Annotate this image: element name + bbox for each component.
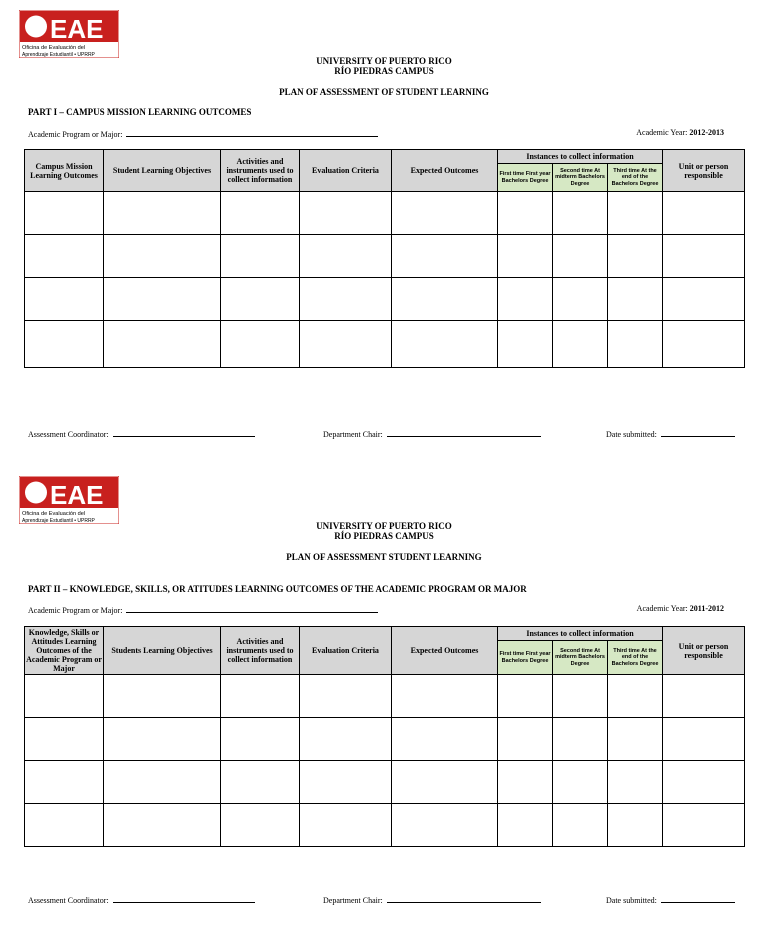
table-cell[interactable] — [392, 278, 498, 321]
table-cell[interactable] — [392, 761, 498, 804]
assessment-coordinator-blank[interactable] — [113, 428, 255, 437]
department-chair-blank[interactable] — [387, 894, 541, 903]
column-header: Knowledge, Skills or Attitudes Learning Outcomes of the Academic Program or Major — [26, 628, 102, 673]
campus-name: RÍO PIEDRAS CAMPUS — [334, 66, 434, 76]
table-cell[interactable] — [392, 235, 498, 278]
instance-header: First time First year Bachelors Degree — [498, 641, 553, 675]
date-submitted-label: Date submitted: — [606, 896, 657, 905]
academic-year-field — [636, 128, 724, 137]
table-cell[interactable] — [608, 718, 663, 761]
table-cell[interactable] — [663, 278, 745, 321]
instance-header: Third time At the end of the Bachelors Degree — [608, 641, 663, 675]
date-submitted-label: Date submitted: — [606, 430, 657, 439]
part-title: PART I – CAMPUS MISSION LEARNING OUTCOMES — [28, 107, 252, 117]
table-cell[interactable] — [608, 235, 663, 278]
date-submitted-blank[interactable] — [661, 894, 735, 903]
table-cell[interactable] — [221, 675, 300, 718]
department-chair-field — [323, 894, 541, 905]
table-cell[interactable] — [25, 761, 104, 804]
instance-header: Second time At midterm Bachelors Degree — [553, 641, 608, 675]
table-cell[interactable] — [553, 675, 608, 718]
table-cell[interactable] — [553, 321, 608, 368]
table-cell[interactable] — [221, 278, 300, 321]
department-chair-field — [323, 428, 541, 439]
university-name: UNIVERSITY OF PUERTO RICO — [316, 56, 452, 66]
table-cell[interactable] — [221, 321, 300, 368]
table-cell[interactable] — [221, 192, 300, 235]
department-chair-blank[interactable] — [387, 428, 541, 437]
academic-year-label: Academic Year: — [636, 604, 688, 613]
table-cell[interactable] — [608, 761, 663, 804]
table-cell[interactable] — [498, 192, 553, 235]
table-row — [25, 321, 745, 368]
table-cell[interactable] — [104, 235, 221, 278]
table-cell[interactable] — [608, 321, 663, 368]
table-cell[interactable] — [553, 192, 608, 235]
table-cell[interactable] — [300, 321, 392, 368]
column-header: Unit or person responsible — [663, 150, 745, 192]
department-chair-label: Department Chair: — [323, 430, 383, 439]
date-submitted-field — [606, 894, 735, 905]
column-header: Evaluation Criteria — [300, 150, 392, 192]
table-cell[interactable] — [553, 235, 608, 278]
academic-year-field — [637, 604, 724, 613]
oeae-logo — [19, 10, 119, 58]
campus-name: RÍO PIEDRAS CAMPUS — [334, 531, 434, 541]
table-cell[interactable] — [663, 804, 745, 847]
assessment-coordinator-label: Assessment Coordinator: — [28, 896, 109, 905]
table-row — [25, 718, 745, 761]
column-header: Evaluation Criteria — [300, 627, 392, 675]
table-cell[interactable] — [221, 235, 300, 278]
table-row — [25, 235, 745, 278]
table-cell[interactable] — [300, 278, 392, 321]
department-chair-label: Department Chair: — [323, 896, 383, 905]
table-cell[interactable] — [300, 235, 392, 278]
part-title: PART II – KNOWLEDGE, SKILLS, OR ATITUDES LEARNING OUTCOMES OF THE ACADEMIC PROGRAM OR MAJOR — [28, 584, 527, 594]
assessment-coordinator-blank[interactable] — [113, 894, 255, 903]
table-row — [25, 192, 745, 235]
table-cell[interactable] — [25, 235, 104, 278]
table-cell[interactable] — [25, 675, 104, 718]
svg-text:EAE: EAE — [50, 480, 104, 510]
assessment-coordinator-field — [28, 428, 255, 439]
table-cell[interactable] — [553, 278, 608, 321]
table-row — [25, 761, 745, 804]
table-cell[interactable] — [663, 675, 745, 718]
column-header: Student Learning Objectives — [104, 150, 221, 192]
table-cell[interactable] — [221, 718, 300, 761]
table-cell[interactable] — [392, 192, 498, 235]
table-cell[interactable] — [392, 718, 498, 761]
university-name: UNIVERSITY OF PUERTO RICO — [316, 521, 452, 531]
table-cell[interactable] — [300, 675, 392, 718]
table-cell[interactable] — [300, 718, 392, 761]
table-cell[interactable] — [498, 804, 553, 847]
academic-program-field — [28, 604, 378, 615]
table-cell[interactable] — [608, 192, 663, 235]
date-submitted-field — [606, 428, 735, 439]
table-cell[interactable] — [300, 761, 392, 804]
table-cell[interactable] — [663, 718, 745, 761]
table-cell[interactable] — [392, 321, 498, 368]
table-cell[interactable] — [663, 761, 745, 804]
table-cell[interactable] — [663, 321, 745, 368]
instance-header: Third time At the end of the Bachelors Degree — [608, 164, 663, 192]
table-cell[interactable] — [221, 761, 300, 804]
table-cell[interactable] — [498, 321, 553, 368]
oeae-logo — [19, 476, 119, 524]
table-cell[interactable] — [300, 804, 392, 847]
table-row — [25, 804, 745, 847]
academic-year-value: 2012-2013 — [689, 128, 724, 137]
assessment-coordinator-label: Assessment Coordinator: — [28, 430, 109, 439]
instances-header: Instances to collect information — [498, 150, 663, 164]
table-cell[interactable] — [104, 278, 221, 321]
table-cell[interactable] — [104, 804, 221, 847]
table-cell[interactable] — [300, 192, 392, 235]
assessment-coordinator-field — [28, 894, 255, 905]
table-cell[interactable] — [498, 718, 553, 761]
column-header: Unit or person responsible — [663, 627, 745, 675]
academic-year-value: 2011-2012 — [689, 604, 724, 613]
table-cell[interactable] — [221, 804, 300, 847]
table-cell[interactable] — [25, 804, 104, 847]
academic-year-label: Academic Year: — [636, 128, 688, 137]
column-header: Students Learning Objectives — [104, 627, 221, 675]
table-cell[interactable] — [498, 235, 553, 278]
table-cell[interactable] — [608, 675, 663, 718]
column-header: Campus Mission Learning Outcomes — [25, 150, 104, 192]
column-header: Activities and instruments used to collect information — [221, 150, 300, 192]
table-cell[interactable] — [498, 675, 553, 718]
academic-program-label: Academic Program or Major: — [28, 606, 123, 615]
table-cell[interactable] — [25, 321, 104, 368]
table-cell[interactable] — [104, 192, 221, 235]
table-row — [25, 278, 745, 321]
assessment-form-part-2 — [0, 466, 768, 932]
table-cell[interactable] — [25, 718, 104, 761]
svg-text:Oficina de Evaluación del: Oficina de Evaluación del — [22, 45, 86, 51]
table-cell[interactable] — [498, 761, 553, 804]
column-header: Expected Outcomes — [392, 150, 498, 192]
assessment-table — [24, 626, 745, 847]
table-cell[interactable] — [25, 192, 104, 235]
table-cell[interactable] — [553, 804, 608, 847]
table-cell[interactable] — [104, 718, 221, 761]
table-cell[interactable] — [608, 278, 663, 321]
academic-program-label: Academic Program or Major: — [28, 130, 123, 139]
academic-program-blank[interactable] — [126, 128, 378, 137]
table-cell[interactable] — [663, 235, 745, 278]
instances-header: Instances to collect information — [498, 627, 663, 641]
table-row — [25, 675, 745, 718]
svg-text:Aprendizaje Estudiantil • UPRR: Aprendizaje Estudiantil • UPRRP — [22, 52, 95, 58]
column-header: Expected Outcomes — [392, 627, 498, 675]
table-cell[interactable] — [663, 192, 745, 235]
academic-program-field — [28, 128, 378, 139]
table-cell[interactable] — [553, 718, 608, 761]
column-header: Activities and instruments used to collect information — [221, 627, 300, 675]
academic-program-blank[interactable] — [126, 604, 378, 613]
table-cell[interactable] — [553, 761, 608, 804]
svg-text:Oficina de Evaluación del: Oficina de Evaluación del — [22, 511, 86, 517]
table-cell[interactable] — [104, 675, 221, 718]
table-cell[interactable] — [392, 804, 498, 847]
svg-text:EAE: EAE — [50, 14, 104, 44]
date-submitted-blank[interactable] — [661, 428, 735, 437]
table-cell[interactable] — [25, 278, 104, 321]
table-cell[interactable] — [608, 804, 663, 847]
instance-header: Second time At midterm Bachelors Degree — [553, 164, 608, 192]
assessment-table — [24, 149, 745, 368]
svg-text:Aprendizaje Estudiantil • UPRR: Aprendizaje Estudiantil • UPRRP — [22, 518, 95, 524]
plan-title: PLAN OF ASSESSMENT STUDENT LEARNING — [286, 552, 482, 562]
table-cell[interactable] — [392, 675, 498, 718]
table-cell[interactable] — [104, 761, 221, 804]
plan-title: PLAN OF ASSESSMENT OF STUDENT LEARNING — [279, 87, 489, 97]
instance-header: First time First year Bachelors Degree — [498, 164, 553, 192]
table-cell[interactable] — [498, 278, 553, 321]
table-cell[interactable] — [104, 321, 221, 368]
